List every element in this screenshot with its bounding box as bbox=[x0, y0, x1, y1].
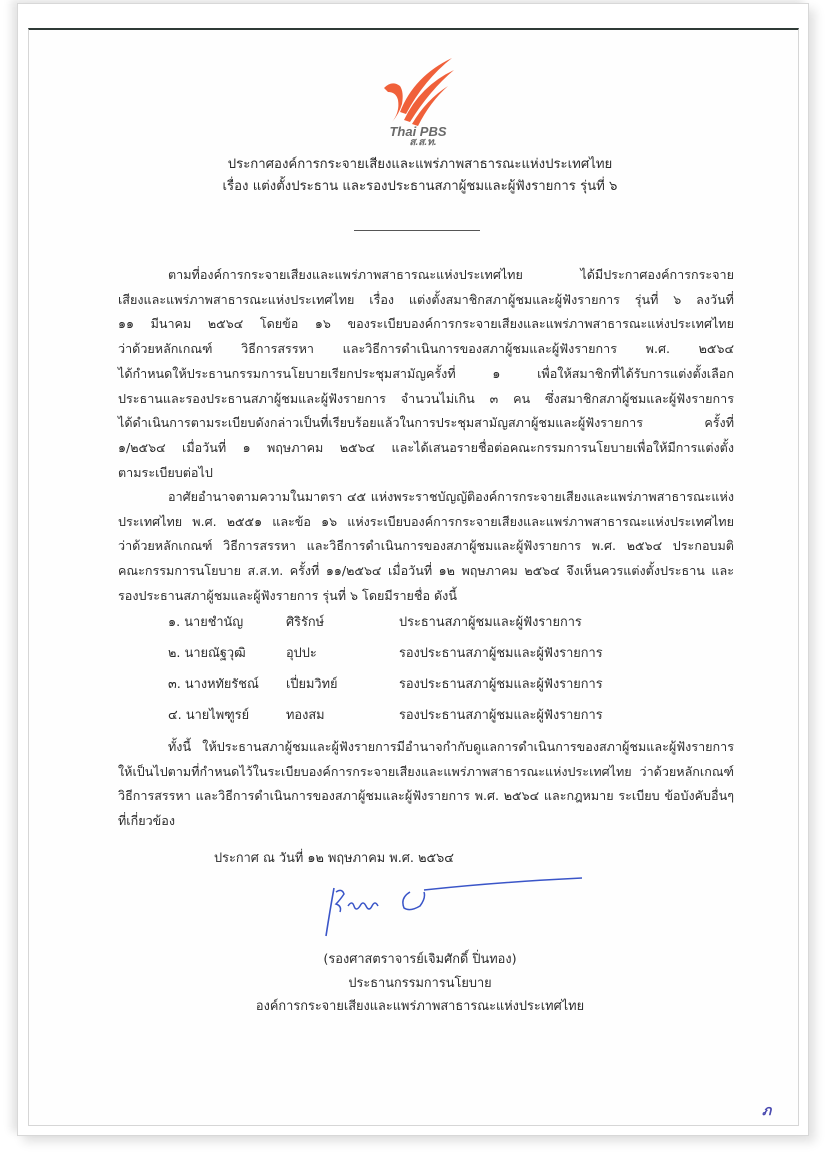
paragraph-line: ตามระเบียบต่อไป bbox=[118, 464, 213, 480]
handwritten-signature bbox=[318, 870, 588, 940]
appointee-name: ๒. นายณัฐวุฒิ bbox=[168, 646, 246, 661]
paragraph-line: เสียงและแพร่ภาพสาธารณะแห่งประเทศไทย เรื่อง แต่งตั้งสมาชิกสภาผู้ชมและผู้ฟังรายการ รุ่นที่ ๖ ลงวันที่ bbox=[118, 291, 734, 307]
appointee-surname: อุปปะ bbox=[286, 646, 317, 661]
paragraph-line: ประเทศไทย พ.ศ. ๒๕๕๑ และข้อ ๑๖ แห่งระเบียบองค์การกระจายเสียงและแพร่ภาพสาธารณะแห่งประเทศไทย bbox=[118, 513, 734, 529]
bird-logo-icon bbox=[378, 52, 458, 132]
paragraph-line: ทั้งนี้ ให้ประธานสภาผู้ชมและผู้ฟังรายการมีอำนาจกำกับดูแลการดำเนินการของสภาผู้ชมและผู้ฟังรายการ bbox=[168, 739, 734, 754]
paragraph-line: ที่เกี่ยวข้อง bbox=[118, 813, 176, 829]
appointee-row bbox=[168, 642, 728, 673]
appointee-surname: ศิริรักษ์ bbox=[286, 615, 325, 630]
appointee-row bbox=[168, 611, 728, 642]
appointee-name: ๔. นายไพฑูรย์ bbox=[168, 708, 250, 723]
paragraph-3 bbox=[118, 735, 734, 834]
appointee-surname: เปี่ยมวิทย์ bbox=[286, 677, 338, 692]
announcement-subject: เรื่อง แต่งตั้งประธาน และรองประธานสภาผู้ชมและผู้ฟังรายการ รุ่นที่ ๖ bbox=[222, 179, 618, 194]
paragraph-line: ว่าด้วยหลักเกณฑ์ วิธีการสรรหา และวิธีการดำเนินการของสภาผู้ชมและผู้ฟังรายการ พ.ศ. ๒๕๖๔ bbox=[118, 341, 734, 357]
signer-organization: องค์การกระจายเสียงและแพร่ภาพสาธารณะแห่งประเทศไทย bbox=[255, 999, 585, 1014]
appointee-surname: ทองสม bbox=[286, 708, 325, 723]
paragraph-line: ว่าด้วยหลักเกณฑ์ วิธีการสรรหา และวิธีการดำเนินการของสภาผู้ชมและผู้ฟังรายการ พ.ศ. ๒๕๖๔ ประกอบมติ bbox=[118, 538, 734, 554]
announcement-date: ประกาศ ณ วันที่ ๑๒ พฤษภาคม พ.ศ. ๒๕๖๔ bbox=[214, 851, 454, 866]
paragraph-1 bbox=[118, 263, 734, 485]
paragraph-line: ๑/๒๕๖๔ เมื่อวันที่ ๑ พฤษภาคม ๒๕๖๔ และได้เสนอรายชื่อต่อคณะกรรมการนโยบายเพื่อให้มีการแต่งตั้ง bbox=[118, 439, 734, 455]
appointee-position: ประธานสภาผู้ชมและผู้ฟังรายการ bbox=[399, 615, 582, 630]
appointee-name: ๑. นายชำนัญ bbox=[168, 615, 244, 630]
logo-sub-text: ส.ส.ท. bbox=[409, 137, 437, 148]
appointee-row bbox=[168, 673, 728, 704]
appointee-position: รองประธานสภาผู้ชมและผู้ฟังรายการ bbox=[399, 677, 603, 692]
logo-brand-text: Thai PBS bbox=[389, 124, 447, 139]
paragraph-line: คณะกรรมการนโยบาย ส.ส.ท. ครั้งที่ ๑๑/๒๕๖๔ เมื่อวันที่ ๑๒ พฤษภาคม ๒๕๖๔ จึงเห็นควรแต่งตั้งประธาน และ bbox=[118, 563, 734, 579]
title-divider bbox=[354, 230, 480, 231]
appointee-list bbox=[168, 611, 728, 735]
announcement-title: ประกาศองค์การกระจายเสียงและแพร่ภาพสาธารณะแห่งประเทศไทย bbox=[227, 157, 613, 172]
signer-title: ประธานกรรมการนโยบาย bbox=[348, 976, 492, 991]
paragraph-2 bbox=[118, 485, 734, 609]
paragraph-line: อาศัยอำนาจตามความในมาตรา ๔๕ แห่งพระราชบัญญัติองค์การกระจายเสียงและแพร่ภาพสาธารณะแห่ง bbox=[168, 489, 734, 504]
paragraph-line: ให้เป็นไปตามที่กำหนดไว้ในระเบียบองค์การกระจายเสียงและแพร่ภาพสาธารณะแห่งประเทศไทย ว่าด้วยหลักเกณฑ์ bbox=[118, 763, 734, 779]
paragraph-line: รองประธานสภาผู้ชมและผู้ฟังรายการ รุ่นที่ ๖ โดยมีรายชื่อ ดังนี้ bbox=[118, 587, 457, 603]
paragraph-line: ได้กำหนดให้ประธานกรรมการนโยบายเรียกประชุมสามัญครั้งที่ ๑ เพื่อให้สมาชิกที่ได้รับการแต่งตั้งเลือก bbox=[118, 365, 734, 381]
paragraph-line: ประธานและรองประธานสภาผู้ชมและผู้ฟังรายการ จำนวนไม่เกิน ๓ คน ซึ่งสมาชิกสภาผู้ชมและผู้ฟังรายการ bbox=[118, 390, 734, 406]
appointee-position: รองประธานสภาผู้ชมและผู้ฟังรายการ bbox=[399, 708, 603, 723]
paragraph-line: ได้ดำเนินการตามระเบียบดังกล่าวเป็นที่เรียบร้อยแล้วในการประชุมสามัญสภาผู้ชมและผู้ฟังรายการ ครั้งที่ bbox=[118, 415, 734, 431]
appointee-name: ๓. นางหทัยรัชณ์ bbox=[168, 677, 259, 692]
appointee-position: รองประธานสภาผู้ชมและผู้ฟังรายการ bbox=[399, 646, 603, 661]
paragraph-line: ตามที่องค์การกระจายเสียงและแพร่ภาพสาธารณะแห่งประเทศไทย ได้มีประกาศองค์การกระจาย bbox=[168, 267, 734, 282]
paragraph-line: ๑๑ มีนาคม ๒๕๖๔ โดยข้อ ๑๖ ของระเบียบองค์การกระจายเสียงและแพร่ภาพสาธารณะแห่งประเทศไทย bbox=[118, 316, 734, 332]
appointee-row bbox=[168, 704, 728, 735]
signer-name: (รองศาสตราจารย์เจิมศักดิ์ ปิ่นทอง) bbox=[323, 952, 517, 967]
initial-mark: ภ bbox=[762, 1103, 772, 1119]
paragraph-line: วิธีการสรรหา และวิธีการดำเนินการของสภาผู้ชมและผู้ฟังรายการ พ.ศ. ๒๕๖๔ และกฎหมาย ระเบียบ ข้อบังคับอื่นๆ bbox=[118, 788, 734, 804]
